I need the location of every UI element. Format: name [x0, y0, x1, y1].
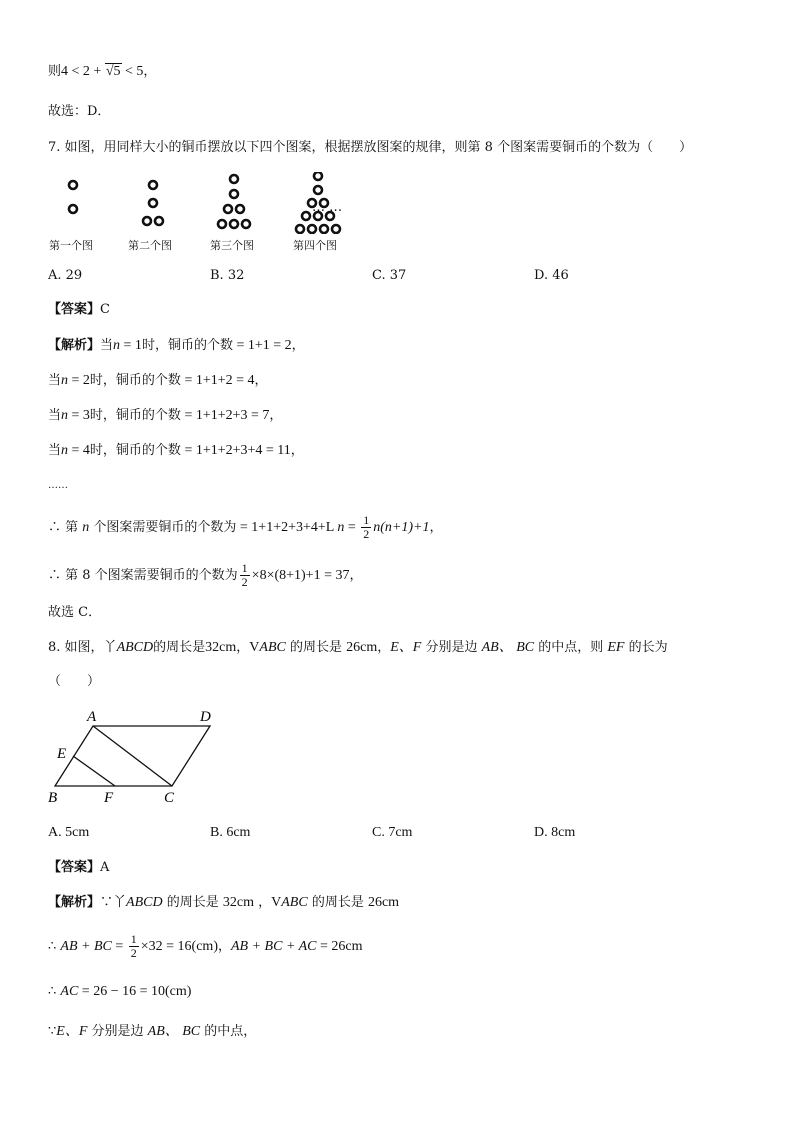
var: EF — [607, 640, 625, 655]
text: 分别是边 — [87, 1024, 148, 1039]
var: ABC — [281, 895, 308, 910]
math: = — [344, 520, 360, 535]
q7-sol-line-4 — [48, 441, 304, 461]
text: 当 — [100, 338, 114, 353]
text: ， — [291, 338, 305, 353]
coin-pattern-3 — [218, 175, 250, 228]
fraction-denominator: 2 — [241, 575, 248, 589]
q7-answer — [48, 300, 110, 320]
q8-answer — [48, 858, 109, 878]
text: ， — [349, 568, 363, 583]
var: ABCD — [116, 640, 154, 655]
math: = 1+1 = 2 — [232, 338, 292, 353]
text: 的周长是 — [285, 640, 347, 655]
var: AB、 BC — [481, 640, 535, 655]
answer-value: C — [100, 302, 110, 317]
text: ， — [290, 443, 304, 458]
solution-label: 【解析】 — [48, 338, 101, 353]
math: = — [111, 939, 127, 954]
q8-option-b: B. 6cm — [210, 825, 251, 840]
text: ∴ 第 8 个图案需要铜币的个数为 — [48, 568, 238, 583]
math: 32cm — [205, 640, 237, 655]
answer-label: 【答案】 — [48, 302, 101, 317]
math: ×8×(8+1)+1 = 37 — [251, 568, 350, 583]
caption-4: 第四个图 — [293, 239, 337, 252]
text: 分别是边 — [421, 640, 482, 655]
text: ， — [143, 64, 157, 79]
q7-conclusion: 故选 C． — [48, 605, 102, 620]
var: E、F — [390, 640, 422, 655]
label-b: B — [48, 790, 58, 806]
text: 时，铜币的个数 — [89, 373, 181, 388]
diagonal-ac — [93, 726, 172, 786]
var: AB、 BC — [147, 1024, 201, 1039]
q7-option-c: C. 37 — [372, 268, 407, 283]
text: ， — [377, 640, 391, 655]
text: 时，铜币的个数 — [89, 408, 181, 423]
parallelogram-symbol: 丫 — [113, 895, 127, 910]
because-symbol: ∵ — [100, 895, 114, 910]
q7-option-a: A. 29 — [48, 268, 83, 283]
text: ， — [236, 640, 250, 655]
var: n — [82, 520, 90, 535]
answer-label: 【答案】 — [48, 860, 101, 875]
math: AB + BC — [60, 939, 112, 954]
label-a: A — [87, 709, 97, 725]
fraction-half — [129, 933, 139, 960]
q8-option-a: A. 5cm — [48, 825, 90, 840]
q8-sol-line-3 — [48, 982, 191, 1002]
text: 当 — [48, 408, 62, 423]
text: ， — [429, 520, 443, 535]
text: ， — [217, 939, 231, 954]
math: 4 < 2 + — [61, 64, 105, 79]
fraction-numerator: 1 — [363, 513, 370, 527]
fraction-half — [240, 562, 250, 589]
triangle-symbol: V — [271, 895, 282, 910]
math: 32cm — [222, 895, 254, 910]
therefore-symbol: ∴ — [48, 984, 61, 999]
q7-sol-line-2 — [48, 371, 268, 391]
text: 则 — [48, 64, 62, 79]
var: n — [61, 373, 69, 388]
var: ABC — [259, 640, 286, 655]
text: 的周长是 — [162, 895, 223, 910]
text: 时，铜币的个数 — [89, 443, 181, 458]
math: < 5 — [121, 64, 144, 79]
fraction-numerator: 1 — [130, 932, 137, 946]
text: 当 — [48, 373, 62, 388]
therefore-symbol: ∴ — [48, 939, 61, 954]
text: 的中点， — [200, 1024, 257, 1039]
var: E、F — [56, 1024, 88, 1039]
math: = 4 — [68, 443, 90, 458]
math: = 26cm — [316, 939, 363, 954]
solution-label: 【解析】 — [48, 895, 101, 910]
because-symbol: ∵ — [48, 1024, 57, 1039]
segment-ef — [73, 756, 115, 786]
math: = 1+1+2 = 4 — [180, 373, 255, 388]
q7-option-d: D. 46 — [534, 268, 569, 283]
math: AC — [60, 984, 79, 999]
math: = 1+1+2+3+4 = 11 — [180, 443, 291, 458]
q8-sol-line-1 — [48, 893, 399, 913]
text: ， — [254, 373, 268, 388]
text: ， — [269, 408, 283, 423]
text: ∴ 第 — [48, 520, 83, 535]
text: 个图案需要铜币的个数为 — [89, 520, 237, 535]
math: = 1 — [120, 338, 142, 353]
q7-stem: 7. 如图，用同样大小的铜币摆放以下四个图案，根据摆放图案的规律，则第 8 个图案需要铜币的个数为（ ） — [48, 140, 693, 155]
caption-3: 第三个图 — [210, 239, 254, 252]
q7-sol-line-3 — [48, 406, 282, 426]
label-d: D — [200, 709, 211, 725]
q7-general-formula — [48, 514, 442, 541]
fraction-half — [361, 514, 371, 541]
q7-option-b: B. 32 — [210, 268, 245, 283]
coin-pattern-1 — [69, 181, 77, 213]
label-f: F — [104, 790, 114, 806]
prev-conclusion: 故选：D． — [48, 104, 111, 119]
coin-pattern-2 — [143, 181, 163, 225]
math: = 2 — [68, 373, 90, 388]
math: = 26 − 16 = 10(cm) — [78, 984, 192, 999]
math: ×32 = 16(cm) — [140, 939, 218, 954]
prev-line-1 — [48, 62, 156, 82]
q8-option-c: C. 7cm — [372, 825, 413, 840]
triangle-symbol: V — [249, 640, 260, 655]
answer-value: A — [100, 860, 110, 875]
caption-2: 第二个图 — [128, 239, 172, 252]
text: 时，铜币的个数 — [141, 338, 233, 353]
q7-eighth-count — [48, 562, 363, 589]
q7-sol-line-1 — [48, 336, 305, 356]
math: 26cm — [346, 640, 378, 655]
text: 的周长是 — [307, 895, 368, 910]
math: = 3 — [68, 408, 90, 423]
q8-option-d: D. 8cm — [534, 825, 576, 840]
text: 的周长是 — [153, 640, 206, 655]
text: 的长为 — [624, 640, 668, 655]
math: 26cm — [367, 895, 400, 910]
fraction-numerator: 1 — [241, 561, 248, 575]
parallelogram-symbol: 丫 — [103, 640, 117, 655]
math: = 1+1+2+3 = 7 — [180, 408, 270, 423]
math: AB + BC + AC — [231, 939, 317, 954]
text: 当 — [48, 443, 62, 458]
pattern-ellipsis: … … — [312, 200, 343, 215]
caption-1: 第一个图 — [49, 239, 93, 252]
text: 8. 如图， — [48, 640, 104, 655]
text: ， — [253, 895, 272, 910]
parallelogram-figure — [40, 704, 230, 810]
coin-patterns-figure — [44, 172, 424, 234]
var: n — [337, 520, 345, 535]
var: n — [61, 408, 69, 423]
sqrt-5: √5 — [105, 64, 121, 79]
fraction-denominator: 2 — [130, 946, 137, 960]
q8-sol-line-4 — [48, 1022, 256, 1042]
q7-dots: …… — [48, 480, 68, 491]
sqrt-value: 5 — [113, 64, 121, 79]
label-c: C — [164, 790, 175, 806]
var: ABCD — [126, 895, 163, 910]
text: 的中点，则 — [534, 640, 608, 655]
q8-sol-line-2 — [48, 933, 363, 960]
fraction-denominator: 2 — [363, 527, 370, 541]
q8-stem-line-2: （ ） — [48, 674, 101, 689]
math: = 1+1+2+3+4+L — [236, 520, 338, 535]
q8-stem-line-1 — [48, 638, 668, 658]
label-e: E — [57, 746, 67, 762]
math: n(n+1)+1 — [373, 520, 430, 535]
var: n — [113, 338, 121, 353]
var: n — [61, 443, 69, 458]
